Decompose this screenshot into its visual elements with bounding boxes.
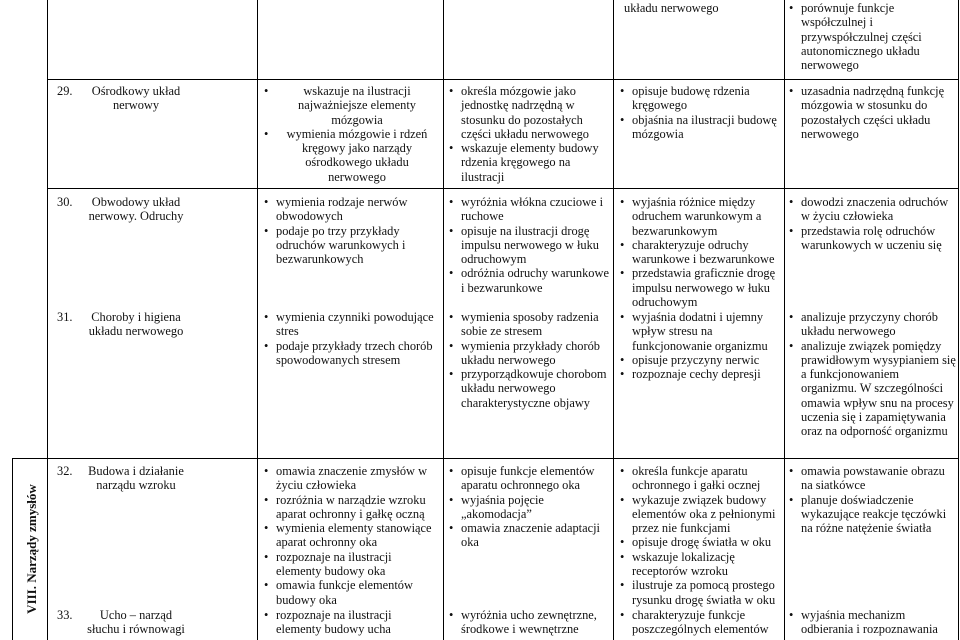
- list-item: • ilustruje za pomocą prostego rysunku drogę światła w oku: [619, 578, 781, 607]
- list-item: • opisuje na ilustracji drogę impulsu nerwowego w łuku odruchowym: [448, 224, 610, 267]
- list-item: • podaje po trzy przykłady odruchów warunkowych i bezwarunkowych: [263, 224, 438, 267]
- list-item: • rozpoznaje cechy depresji: [619, 367, 781, 381]
- row-number: 30.: [57, 195, 73, 209]
- list-item: • opisuje budowę rdzenia kręgowego: [619, 84, 779, 113]
- row-number: 31.: [57, 310, 73, 324]
- row-col2: [263, 608, 438, 637]
- row-col4: [619, 310, 781, 381]
- list-item: • przyporządkowuje chorobom układu nerwowego charakterystyczne objawy: [448, 367, 610, 410]
- list-item: • przedstawia rolę odruchów warunkowych w uczeniu się: [788, 224, 956, 253]
- list-item: • wskazuje lokalizację receptorów wzroku: [619, 550, 781, 579]
- list-item: • wyjaśnia różnice między odruchem warunkowym a bezwarunkowym: [619, 195, 781, 238]
- list-item: • omawia funkcje elementów budowy oka: [263, 578, 438, 607]
- row-col5: [788, 84, 956, 141]
- column-border: [784, 0, 785, 640]
- list-item: • opisuje przyczyny nerwic: [619, 353, 781, 367]
- list-item: • określa mózgowie jako jednostkę nadrzędną w stosunku do pozostałych części układu nerwowego: [448, 84, 608, 141]
- list-item: • wymienia elementy stanowiące aparat ochronny oka: [263, 521, 438, 550]
- list-item: • wymienia rodzaje nerwów obwodowych: [263, 195, 438, 224]
- row-col2: [263, 464, 438, 607]
- list-item: • rozpoznaje na ilustracji elementy budowy ucha: [263, 608, 438, 637]
- list-item: • wyjaśnia pojęcie „akomodacja”: [448, 493, 610, 522]
- table-right-border: [958, 0, 959, 640]
- row-topic: Choroby i higiena układu nerwowego: [88, 310, 184, 339]
- row-col3: [448, 195, 610, 295]
- list-item: • wskazuje elementy budowy rdzenia kręgowego na ilustracji: [448, 141, 608, 184]
- row-col2: [263, 84, 438, 184]
- row-border: [12, 458, 959, 459]
- row-topic: Obwodowy układ nerwowy. Odruchy: [88, 195, 184, 224]
- row-col4: [619, 84, 779, 141]
- row-topic: Budowa i działanie narządu wzroku: [88, 464, 184, 493]
- list-item: • wyjaśnia dodatni i ujemny wpływ stresu na funkcjonowanie organizmu: [619, 310, 781, 353]
- section-label: [22, 458, 42, 640]
- row-col3: [448, 310, 610, 410]
- list-item: • wymienia mózgowie i rdzeń kręgowy jako narządy ośrodkowego układu nerwowego: [263, 127, 438, 184]
- row-col3: [448, 608, 610, 637]
- list-item: • wyróżnia włókna czuciowe i ruchowe: [448, 195, 610, 224]
- top-col4-text: układu nerwowego: [624, 1, 719, 15]
- list-item: • omawia znaczenie adaptacji oka: [448, 521, 610, 550]
- list-item: • wyróżnia ucho zewnętrzne, środkowe i wewnętrzne: [448, 608, 610, 637]
- list-item: • omawia powstawanie obrazu na siatkówce: [788, 464, 956, 493]
- list-item: • rozróżnia w narządzie wzroku aparat ochronny i gałkę oczną: [263, 493, 438, 522]
- list-item: • opisuje funkcje elementów aparatu ochronnego oka: [448, 464, 610, 493]
- row-col5: [788, 310, 956, 439]
- list-item: • wskazuje na ilustracji najważniejsze elementy mózgowia: [263, 84, 438, 127]
- section-column-border: [12, 458, 13, 640]
- list-item: • wykazuje związek budowy elementów oka z pełnionymi przez nie funkcjami: [619, 493, 781, 536]
- row-col4: [619, 608, 781, 637]
- row-col5: [788, 608, 956, 637]
- row-col2: [263, 310, 438, 367]
- column-border: [257, 0, 258, 640]
- list-item: • charakteryzuje funkcje poszczególnych elementów: [619, 608, 781, 637]
- column-border: [443, 0, 444, 640]
- list-item: • omawia znaczenie zmysłów w życiu człowieka: [263, 464, 438, 493]
- list-item: • rozpoznaje na ilustracji elementy budowy oka: [263, 550, 438, 579]
- list-item: • określa funkcje aparatu ochronnego i gałki ocznej: [619, 464, 781, 493]
- list-item: • wymienia czynniki powodujące stres: [263, 310, 438, 339]
- list-item: • dowodzi znaczenia odruchów w życiu człowieka: [788, 195, 956, 224]
- row-number: 32.: [57, 464, 73, 478]
- column-border: [613, 0, 614, 640]
- list-item: • przedstawia graficznie drogę impulsu nerwowego w łuku odruchowym: [619, 266, 781, 309]
- row-border: [47, 79, 959, 80]
- list-item: • odróżnia odruchy warunkowe i bezwarunkowe: [448, 266, 610, 295]
- row-number: 33.: [57, 608, 73, 622]
- row-border: [47, 188, 959, 189]
- list-item: • opisuje drogę światła w oku: [619, 535, 781, 549]
- list-item: • porównuje funkcje współczulnej i przywspółczulnej części autonomicznego układu nerwowego: [788, 1, 956, 72]
- row-col3: [448, 84, 608, 184]
- row-col4: [619, 195, 781, 309]
- list-item: • charakteryzuje odruchy warunkowe i bezwarunkowe: [619, 238, 781, 267]
- list-item: • objaśnia na ilustracji budowę mózgowia: [619, 113, 779, 142]
- list-item: • planuje doświadczenie wykazujące reakcje tęczówki na różne natężenie światła: [788, 493, 956, 536]
- list-item: • uzasadnia nadrzędną funkcję mózgowia w stosunku do pozostałych części układu nerwowego: [788, 84, 956, 141]
- list-item: • analizuje przyczyny chorób układu nerwowego: [788, 310, 956, 339]
- row-col5: [788, 195, 956, 252]
- row-col3: [448, 464, 610, 550]
- row-topic: Ośrodkowy układ nerwowy: [91, 84, 181, 113]
- section-label-text: VIII. Narządy zmysłów: [23, 484, 39, 614]
- row-col5: [788, 464, 956, 535]
- top-col5-list: [788, 1, 956, 72]
- table-left-border: [47, 0, 48, 640]
- row-col4: [619, 464, 781, 607]
- row-number: 29.: [57, 84, 73, 98]
- list-item: • wyjaśnia mechanizm odbierania i rozpoznawania: [788, 608, 956, 637]
- list-item: • wymienia sposoby radzenia sobie ze stresem: [448, 310, 610, 339]
- list-item: • podaje przykłady trzech chorób spowodowanych stresem: [263, 339, 438, 368]
- row-topic: Ucho – narząd słuchu i równowagi: [87, 608, 185, 637]
- list-item: • wymienia przykłady chorób układu nerwowego: [448, 339, 610, 368]
- row-col2: [263, 195, 438, 266]
- list-item: • analizuje związek pomiędzy prawidłowym wysypianiem się a funkcjonowaniem organizmu. W szczególności omawia wpływ snu na procesy uczenia się i zapamiętywania oraz na odporność organizmu: [788, 339, 956, 439]
